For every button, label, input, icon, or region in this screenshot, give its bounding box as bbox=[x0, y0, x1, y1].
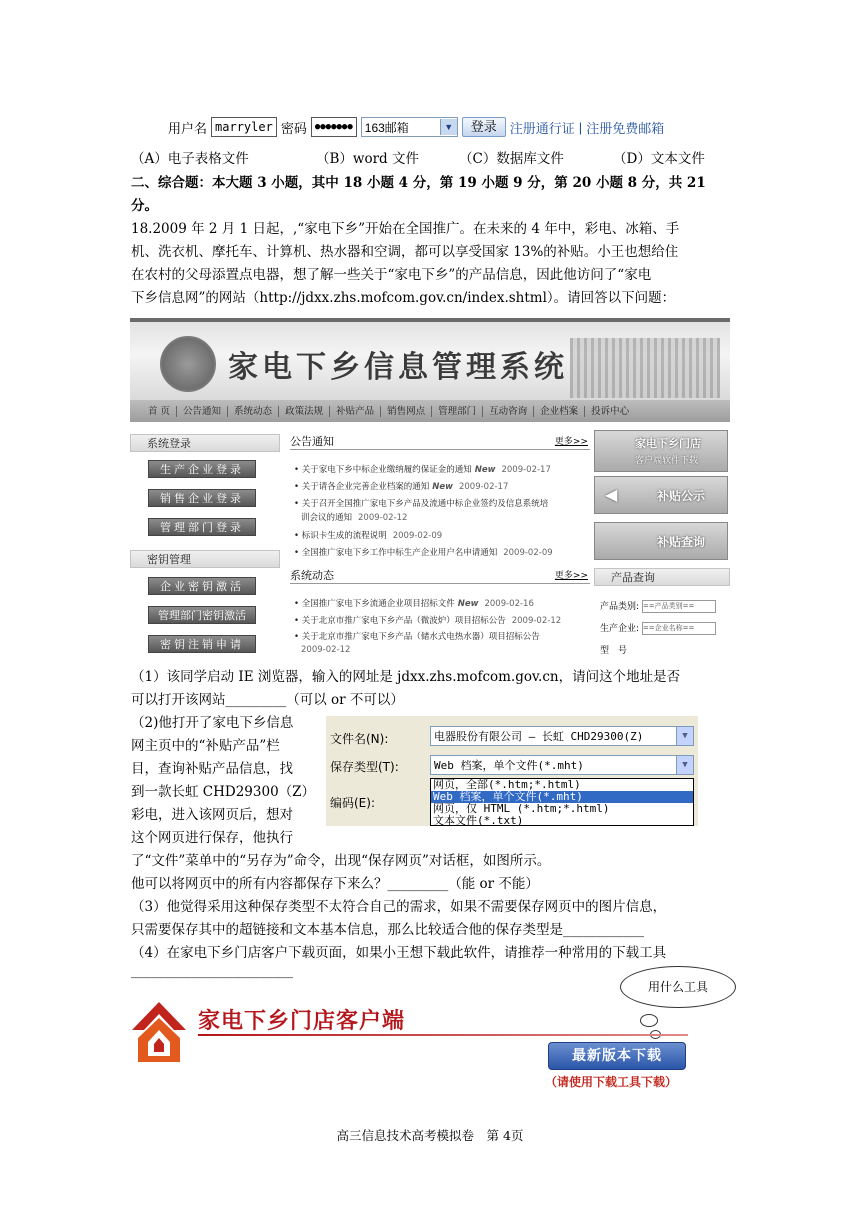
download-divider bbox=[198, 1034, 688, 1036]
q2-line: 网主页中的“补贴产品”栏 bbox=[131, 738, 280, 754]
mail-select[interactable] bbox=[361, 117, 458, 137]
dynamic-title: 系统动态 bbox=[290, 569, 334, 582]
notice-text: 标识卡生成的流程说明 bbox=[301, 531, 387, 541]
product-query-title: 产品查询 bbox=[594, 568, 730, 586]
option-c: （C）数据库文件 bbox=[459, 151, 564, 167]
subsidy-query-label: 补贴查询 bbox=[657, 535, 706, 549]
nav-item[interactable]: 首 页 bbox=[142, 406, 177, 417]
notice-title: 公告通知 bbox=[290, 435, 334, 448]
notice-more-link[interactable]: 更多>> bbox=[554, 437, 588, 447]
q2-line: 这个网页进行保存，他执行 bbox=[131, 830, 293, 846]
key-activate-button[interactable]: 企业密钥激活 bbox=[148, 577, 256, 595]
list-item[interactable]: • 标识卡生成的流程说明 2009-02-09 bbox=[294, 531, 443, 541]
save-type-option[interactable]: 文本文件(*.txt) bbox=[433, 814, 524, 826]
login-panel-title: 系统登录 bbox=[130, 434, 280, 452]
option-a: （A）电子表格文件 bbox=[131, 151, 249, 167]
notice-date: 2009-02-09 bbox=[392, 531, 443, 541]
notice-date: 2009-02-09 bbox=[503, 548, 553, 558]
store-client-box[interactable] bbox=[594, 430, 728, 472]
q3-line: 只需要保存其中的超链接和文本基本信息，那么比较适合他的保存类型是____________ bbox=[131, 922, 644, 938]
section2-heading-cont: 分。 bbox=[131, 198, 158, 214]
filename-label: 文件名(N): bbox=[330, 732, 389, 746]
link-separator: | bbox=[578, 119, 583, 135]
building-image bbox=[570, 338, 720, 398]
notice-header bbox=[290, 434, 590, 450]
list-item[interactable]: • 关于召开全国推广家电下乡产品及流通中标企业签约及信息系统培 bbox=[294, 499, 549, 509]
username-label: 用户名 bbox=[168, 120, 208, 136]
key-panel-title: 密钥管理 bbox=[130, 550, 280, 568]
q2-line: 目，查询补贴产品信息，找 bbox=[131, 761, 293, 777]
notice-date: 2009-02-17 bbox=[458, 482, 509, 492]
mail-select-value: 163邮箱 bbox=[364, 120, 409, 135]
save-dialog bbox=[326, 716, 698, 826]
notice-date: 2009-02-12 bbox=[358, 513, 408, 523]
section2-heading: 二、综合题：本大题 3 小题，其中 18 小题 4 分，第 19 小题 9 分，第 20 小题 8 分，共 21 bbox=[131, 175, 706, 191]
page-footer: 高三信息技术高考模拟卷 第 4页 bbox=[336, 1128, 524, 1143]
option-d: （D）文本文件 bbox=[613, 151, 705, 167]
q4-answer-blank: ________________________ bbox=[131, 963, 293, 979]
save-type-value: Web 档案，单个文件(*.mht) bbox=[434, 759, 584, 772]
q2-line: 他可以将网页中的所有内容都保存下来么？_________（能 or 不能） bbox=[131, 876, 539, 892]
q18-line: 机、洗衣机、摩托车、计算机、热水器和空调，都可以享受国家 13%的补贴。小王也想给住 bbox=[131, 244, 679, 260]
nav-item[interactable]: 公告通知 bbox=[177, 406, 228, 417]
product-type-row bbox=[600, 599, 716, 613]
save-type-select[interactable] bbox=[430, 755, 694, 775]
site-nav bbox=[130, 400, 730, 422]
product-model-label: 型 号 bbox=[600, 646, 628, 656]
new-badge: New bbox=[432, 482, 453, 492]
subsidy-public-box[interactable] bbox=[594, 476, 728, 514]
speaker-icon: ◀ bbox=[605, 485, 618, 504]
save-type-option[interactable]: 网页，全部(*.htm;*.html) bbox=[433, 778, 581, 791]
download-note: （请使用下载工具下载） bbox=[545, 1075, 678, 1089]
house-logo-icon bbox=[130, 1000, 188, 1066]
subsidy-query-box[interactable] bbox=[594, 522, 728, 560]
chevron-down-icon[interactable]: ▼ bbox=[676, 727, 693, 745]
encoding-label: 编码(E): bbox=[330, 796, 375, 810]
nav-item[interactable]: 互动咨询 bbox=[483, 406, 534, 417]
seller-login-button[interactable]: 销售企业登录 bbox=[148, 489, 256, 507]
producer-login-button[interactable]: 生产企业登录 bbox=[148, 460, 256, 478]
product-type-label: 产品类别: bbox=[600, 602, 640, 612]
list-item[interactable]: • 关于家电下乡中标企业缴纳履约保证金的通知 New 2009-02-17 bbox=[294, 465, 551, 475]
new-badge: New bbox=[457, 599, 479, 609]
q2-line: （2)他打开了家电下乡信息 bbox=[131, 715, 294, 731]
notice-text: 关于请各企业完善企业档案的通知 bbox=[301, 482, 430, 492]
chevron-down-icon[interactable]: ▼ bbox=[676, 756, 693, 774]
key-cancel-button[interactable]: 密钥注销申请 bbox=[148, 635, 256, 653]
save-type-option-selected[interactable]: Web 档案，单个文件(*.mht) bbox=[431, 791, 693, 803]
chevron-down-icon: ▼ bbox=[440, 119, 457, 135]
q2-line: 彩电，进入该网页后，想对 bbox=[131, 807, 293, 823]
site-title: 家电下乡信息管理系统 bbox=[228, 350, 568, 385]
new-badge: New bbox=[474, 465, 496, 475]
website-screenshot bbox=[130, 318, 730, 656]
q1-line: （1）该同学启动 IE 浏览器，输入的网址是 jdxx.zhs.mofcom.gov.cn，请问这个地址是否 bbox=[131, 669, 681, 685]
admin-key-activate-button[interactable]: 管理部门密钥激活 bbox=[148, 606, 256, 624]
thought-dot bbox=[640, 1014, 658, 1027]
dynamic-date: 2009-02-12 bbox=[511, 616, 562, 626]
dynamic-date: 2009-02-16 bbox=[484, 599, 534, 609]
notice-text: 全国推广家电下乡工作中标生产企业用户名申请通知 bbox=[301, 548, 498, 558]
nav-item[interactable]: 投诉中心 bbox=[591, 405, 630, 417]
national-emblem-icon bbox=[160, 336, 216, 392]
nav-item[interactable]: 系统动态 bbox=[228, 406, 279, 417]
list-item-date: 2009-02-12 bbox=[301, 645, 351, 655]
notice-text: 关于召开全国推广家电下乡产品及流通中标企业签约及信息系统培 bbox=[301, 499, 549, 509]
thought-bubble: 用什么工具 bbox=[620, 966, 736, 1008]
register-mail-link[interactable]: 注册免费邮箱 bbox=[586, 120, 665, 136]
dynamic-more-link[interactable]: 更多>> bbox=[554, 571, 588, 581]
notice-text: 关于家电下乡中标企业缴纳履约保证金的通知 bbox=[301, 465, 472, 475]
nav-item[interactable]: 企业档案 bbox=[534, 406, 585, 417]
nav-item[interactable]: 管理部门 bbox=[432, 406, 483, 417]
q4-line: （4）在家电下乡门店客户下载页面，如果小王想下载此软件，请推荐一种常用的下载工具 bbox=[131, 945, 667, 961]
list-item[interactable] bbox=[301, 512, 407, 524]
q18-line: 在农村的父母添置点电器，想了解一些关于“家电下乡”的产品信息，因此他访问了“家电 bbox=[131, 267, 652, 283]
filename-field[interactable] bbox=[430, 726, 694, 746]
password-field[interactable]: ●●●●●●● bbox=[311, 117, 357, 137]
product-type-select[interactable]: ==产品类别== bbox=[642, 600, 716, 613]
save-type-dropdown bbox=[430, 778, 694, 826]
list-item[interactable]: • 关于北京市推广家电下乡产品（储水式电热水器）项目招标公告 bbox=[294, 632, 540, 642]
list-item[interactable]: • 全国推广家电下乡流通企业项目招标文件 New 2009-02-16 bbox=[294, 599, 534, 609]
store-client-title: 家电下乡门店 bbox=[635, 437, 701, 450]
subsidy-public-label: 补贴公示 bbox=[657, 489, 706, 503]
product-maker-label: 生产企业: bbox=[600, 624, 640, 634]
list-item[interactable]: • 关于北京市推广家电下乡产品（微波炉）项目招标公告 2009-02-12 bbox=[294, 616, 562, 626]
save-type-label: 保存类型(T): bbox=[330, 760, 399, 774]
q1-line: 可以打开该网站_________（可以 or 不可以） bbox=[131, 692, 404, 708]
username-field[interactable]: marryler bbox=[211, 117, 277, 137]
filename-value: 电器股份有限公司 – 长虹 CHD29300(Z) bbox=[434, 730, 644, 743]
download-button[interactable]: 最新版本下载 bbox=[548, 1042, 686, 1070]
site-banner bbox=[130, 318, 730, 404]
dynamic-text: 全国推广家电下乡流通企业项目招标文件 bbox=[301, 599, 455, 609]
q2-line: 到一款长虹 CHD29300（Z） bbox=[131, 784, 316, 800]
register-pass-link[interactable]: 注册通行证 bbox=[509, 120, 575, 136]
nav-item[interactable]: 销售网点 bbox=[381, 406, 432, 417]
nav-item[interactable]: 政策法规 bbox=[279, 406, 330, 417]
q3-line: （3）他觉得采用这种保存类型不太符合自己的需求，如果不需要保存网页中的图片信息， bbox=[131, 899, 667, 915]
login-button[interactable]: 登录 bbox=[462, 117, 506, 137]
download-title: 家电下乡门店客户端 bbox=[198, 1009, 406, 1034]
option-b: （B）word 文件 bbox=[316, 151, 419, 167]
list-item[interactable]: • 关于请各企业完善企业档案的通知 New 2009-02-17 bbox=[294, 482, 509, 492]
q18-line: 18.2009 年 2 月 1 日起，,“家电下乡”开始在全国推广。在未来的 4 年中，彩电、冰箱、手 bbox=[131, 221, 680, 237]
q2-line: 了“文件”菜单中的“另存为”命令，出现“保存网页”对话框，如图所示。 bbox=[131, 853, 551, 869]
product-maker-select[interactable]: ==企业名称== bbox=[642, 622, 716, 635]
notice-date: 2009-02-17 bbox=[501, 465, 551, 475]
admin-login-button[interactable]: 管理部门登录 bbox=[148, 518, 256, 536]
product-maker-row bbox=[600, 621, 716, 635]
dynamic-header bbox=[290, 568, 590, 584]
save-type-option[interactable]: 网页，仅 HTML (*.htm;*.html) bbox=[433, 802, 610, 815]
nav-item[interactable]: 补贴产品 bbox=[330, 406, 381, 417]
login-bar bbox=[168, 116, 664, 138]
store-client-sub: 客户端软件下载 bbox=[635, 456, 699, 466]
list-item[interactable]: • 全国推广家电下乡工作中标生产企业用户名申请通知 2009-02-09 bbox=[294, 548, 553, 558]
dynamic-text: 关于北京市推广家电下乡产品（微波炉）项目招标公告 bbox=[301, 616, 506, 626]
dynamic-text: 关于北京市推广家电下乡产品（储水式电热水器）项目招标公告 bbox=[301, 632, 540, 642]
notice-text: 训会议的通知 bbox=[301, 513, 353, 523]
q18-line: 下乡信息网”的网站（http://jdxx.zhs.mofcom.gov.cn/index.shtml）。请回答以下问题： bbox=[131, 290, 676, 306]
password-label: 密码 bbox=[280, 120, 307, 136]
